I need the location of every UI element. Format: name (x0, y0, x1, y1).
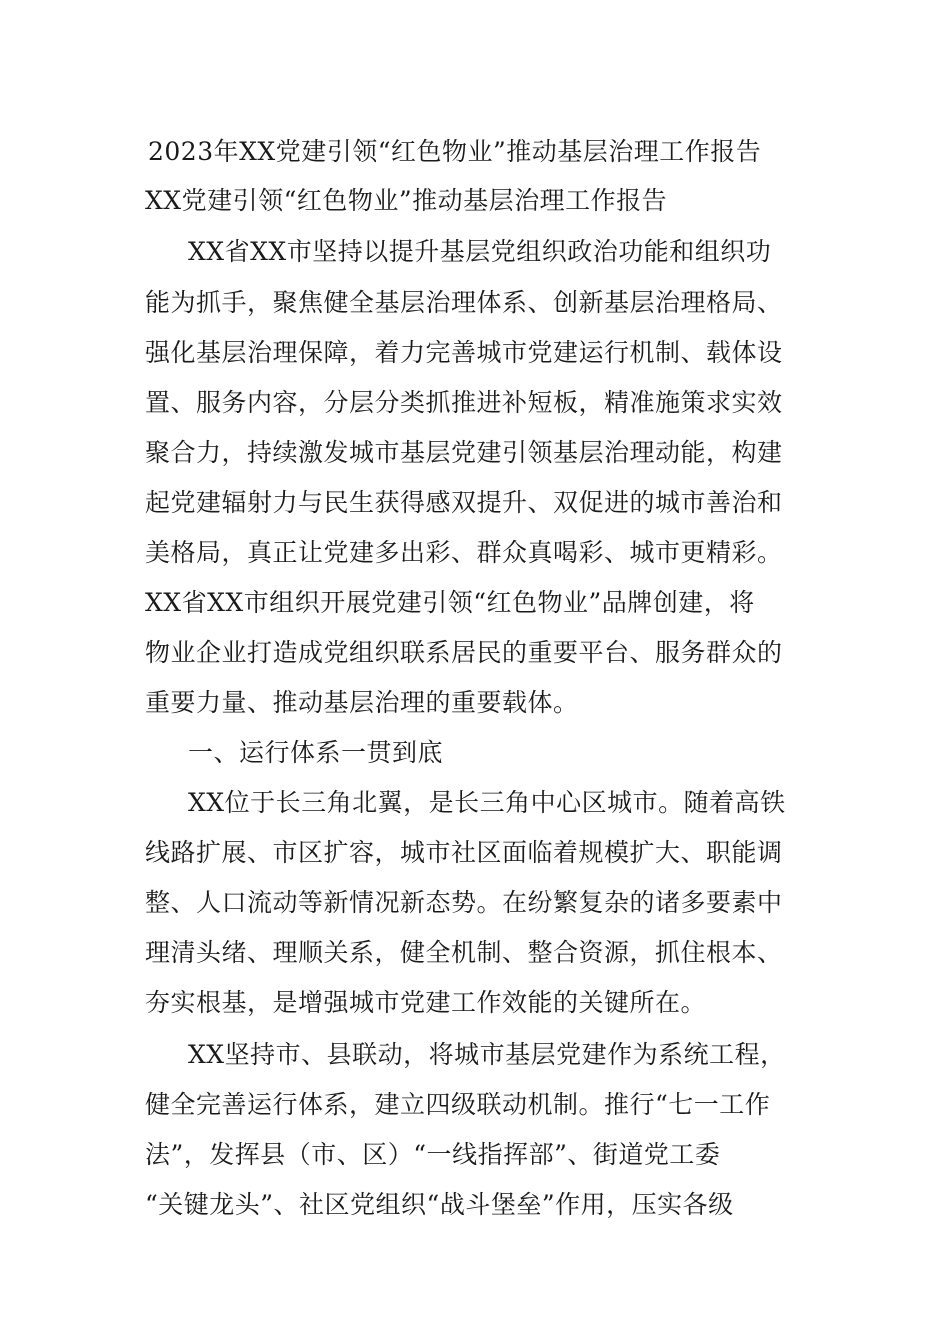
paragraph-line: 美格局，真正让党建多出彩、群众真喝彩、城市更精彩。 (145, 538, 783, 567)
paragraph-line: XX省XX市组织开展党建引领“红色物业”品牌创建，将 (145, 588, 755, 617)
paragraph-line: 夯实根基，是增强城市党建工作效能的关键所在。 (145, 988, 707, 1017)
paragraph-line: 起党建辐射力与民生获得感双提升、双促进的城市善治和 (145, 488, 783, 517)
paragraph-line: XX坚持市、县联动，将城市基层党建作为系统工程， (188, 1040, 786, 1069)
document-title: 2023年XX党建引领“红色物业”推动基层治理工作报告 (148, 137, 762, 166)
paragraph-line: XX省XX市坚持以提升基层党组织政治功能和组织功 (188, 237, 772, 266)
paragraph-line: 线路扩展、市区扩容，城市社区面临着规模扩大、职能调 (145, 838, 783, 867)
paragraph-line: XX位于长三角北翼，是长三角中心区城市。随着高铁 (188, 788, 786, 817)
paragraph-line: 物业企业打造成党组织联系居民的重要平台、服务群众的 (145, 638, 783, 667)
paragraph-line: 健全完善运行体系，建立四级联动机制。推行“七一工作 (145, 1090, 771, 1119)
paragraph-line: 强化基层治理保障，着力完善城市党建运行机制、载体设 (145, 338, 783, 367)
document-subtitle: XX党建引领“红色物业”推动基层治理工作报告 (145, 186, 668, 215)
section-heading: 一、运行体系一贯到底 (188, 738, 444, 767)
paragraph-line: 法”，发挥县（市、区）“一线指挥部”、街道党工委 (145, 1140, 721, 1169)
paragraph-line: 能为抓手，聚焦健全基层治理体系、创新基层治理格局、 (145, 288, 783, 317)
paragraph-line: 理清头绪、理顺关系，健全机制、整合资源，抓住根本、 (145, 938, 783, 967)
paragraph-line: “关键龙头”、社区党组织“战斗堡垒”作用，压实各级 (145, 1190, 734, 1219)
paragraph-line: 置、服务内容，分层分类抓推进补短板，精准施策求实效 (145, 388, 783, 417)
paragraph-line: 重要力量、推动基层治理的重要载体。 (145, 688, 579, 717)
paragraph-line: 聚合力，持续激发城市基层党建引领基层治理动能，构建 (145, 438, 783, 467)
paragraph-line: 整、人口流动等新情况新态势。在纷繁复杂的诸多要素中 (145, 888, 783, 917)
